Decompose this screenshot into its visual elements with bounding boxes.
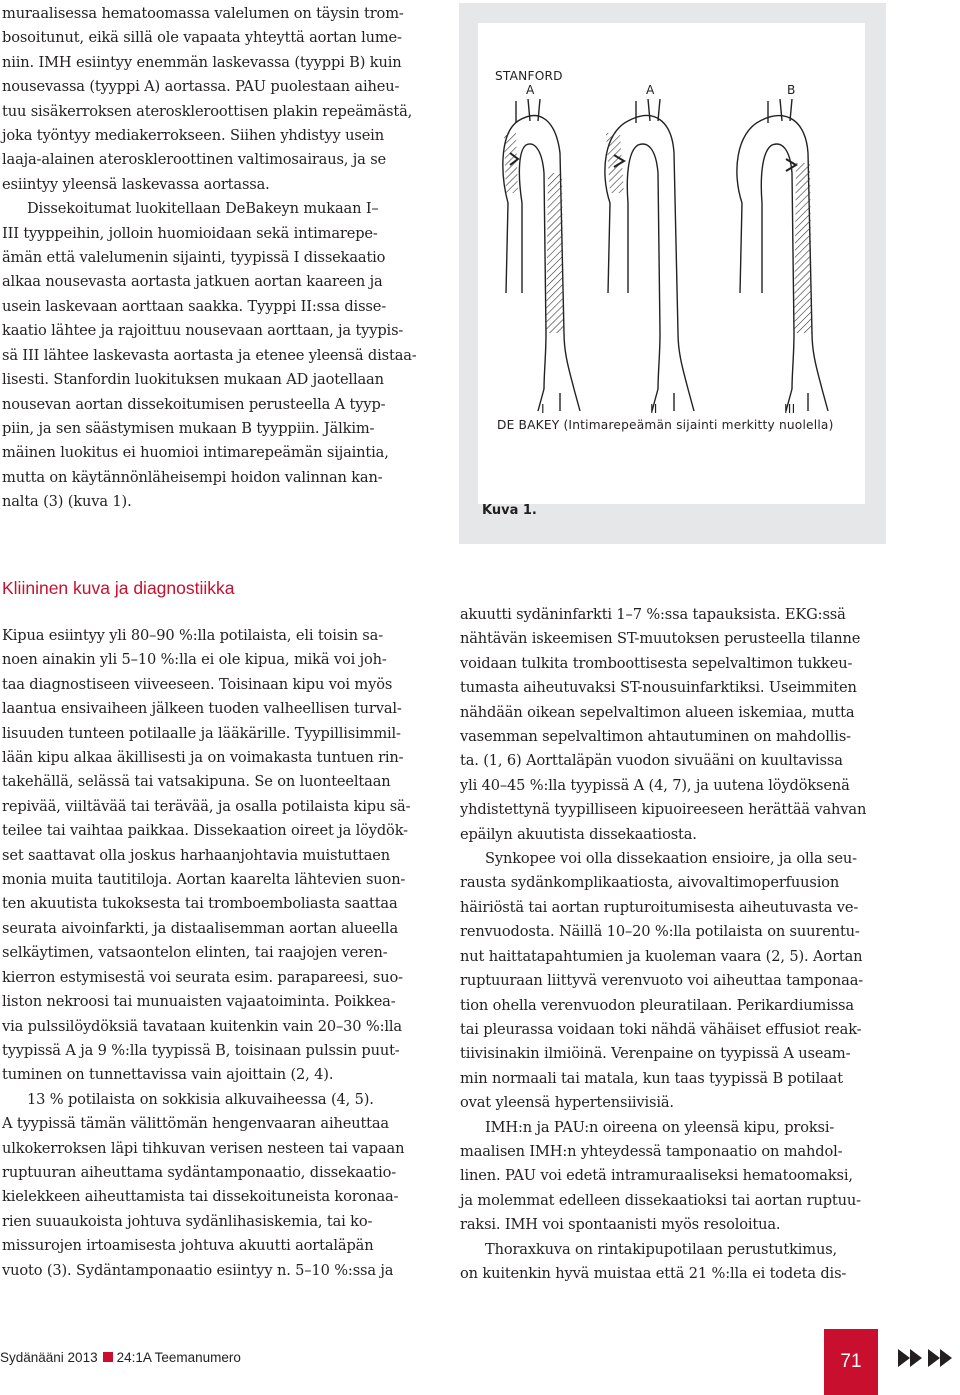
debakey-label: DE BAKEY (Intimarepeämän sijainti merkitty nuolella)	[497, 418, 834, 432]
text-line: esiintyy yleensä laskevassa aortassa.	[2, 175, 270, 193]
text-line: 13 % potilaista on sokkisia alkuvaiheessa (4, 5).	[27, 1090, 374, 1108]
text-line: ta. (1, 6) Aorttaläpän vuodon sivuääni on kuultavissa	[460, 752, 843, 770]
text-line: Synkopee voi olla dissekaation ensioire, ja olla seu-	[485, 850, 857, 868]
col1-top-paragraph	[2, 2, 430, 515]
text-line: yhdistettynä tyypilliseen kipuoireeseen herättää vahvan	[460, 801, 867, 819]
aorta-type-2	[605, 99, 694, 411]
text-line: piin, ja sen säästymisen mukaan B tyyppiin. Jälkim-	[2, 419, 375, 437]
text-line: Thoraxkuva on rintakipupotilaan perustutkimus,	[485, 1240, 838, 1258]
text-line: repivää, viiltävää tai terävää, ja osalla potilaista kipu sä-	[2, 797, 411, 815]
text-line: ruptuuraan liittyvä verenvuoto voi aiheuttaa tamponaa-	[460, 972, 864, 990]
text-line: Dissekoitumat luokitellaan DeBakeyn mukaan I–	[27, 200, 379, 218]
text-line: lisesti. Stanfordin luokituksen mukaan AD jaotellaan	[2, 371, 384, 389]
figure-panel	[459, 3, 886, 544]
text-line: alkaa nousevasta aortasta jatkuen aortan kaareen ja	[2, 273, 383, 291]
text-line: kaatio lähtee ja rajoittuu nousevaan aorttaan, ja tyypis-	[2, 322, 404, 340]
stanford-type-a-2: A	[646, 83, 655, 97]
text-line: takehällä, selässä tai vatsakipuna. Se on luonteeltaan	[2, 773, 391, 791]
debakey-type-1: I	[541, 402, 545, 416]
text-line: nalta (3) (kuva 1).	[2, 493, 132, 511]
journal-name: Sydänääni 2013	[0, 1350, 98, 1365]
square-bullet-icon	[103, 1352, 113, 1362]
text-line: seurata aivoinfarkti, ja distaalisemman aortan alueella	[2, 919, 399, 937]
text-line: nousevassa (tyyppi A) aortassa. PAU puolestaan aiheu-	[2, 78, 400, 96]
text-line: ruptuuran aiheuttama sydäntamponaatio, dissekaatio-	[2, 1163, 397, 1181]
footer-journal	[0, 1350, 241, 1365]
text-line: missurojen irtoamisesta johtuva akuutti aortaläpän	[2, 1237, 374, 1255]
text-line: kierron estymisestä voi seurata esim. parapareesi, suo-	[2, 968, 403, 986]
debakey-type-3: III	[784, 402, 796, 416]
text-line: raksi. IMH voi spontaanisti myös resoloitua.	[460, 1216, 781, 1234]
section-heading: Kliininen kuva ja diagnostiikka	[2, 578, 235, 598]
text-line: mäinen luokitus ei huomioi intimarepeämän sijaintia,	[2, 444, 389, 462]
text-line: on kuitenkin hyvä muistaa että 21 %:lla ei todeta dis-	[460, 1264, 847, 1282]
text-line: sä III lähtee laskevasta aortasta ja etenee yleensä distaa-	[2, 346, 417, 364]
text-line: akuutti sydäninfarkti 1–7 %:ssa tapauksista. EKG:ssä	[460, 606, 846, 623]
next-page-arrows-icon	[896, 1347, 956, 1369]
text-line: Kipua esiintyy yli 80–90 %:lla potilaista, eli toisin sa-	[2, 627, 383, 644]
text-line: III tyyppeihin, jolloin huomioidaan sekä intimarepe-	[2, 224, 378, 242]
figure-frame	[478, 23, 865, 504]
issue-name: 24:1A Teemanumero	[116, 1350, 241, 1365]
text-line: renvuodosta. Näillä 10–20 %:lla potilaista on suurentu-	[460, 923, 860, 941]
text-line: ten akuutista tukoksesta tai tromboemboliasta saattaa	[2, 895, 398, 913]
text-line: niin. IMH esiintyy enemmän laskevassa (tyyppi B) kuin	[2, 53, 402, 71]
text-line: tuminen on tunnettavissa vain ajoittain (2, 4).	[2, 1066, 334, 1084]
page-number: 71	[824, 1329, 878, 1395]
text-line: tion ohella verenvuodon pleuratilaan. Perikardiumissa	[460, 996, 854, 1014]
text-line: nähtävän iskeemisen ST-muutoksen perusteella tilanne	[460, 630, 861, 648]
aorta-type-3	[737, 99, 828, 411]
text-line: rausta sydänkomplikaatiosta, aivovaltimoperfuusion	[460, 874, 840, 892]
text-line: häiriöstä tai aortan rupturoitumisesta aiheutuvasta ve-	[460, 898, 859, 916]
text-line: rien suuaukoista johtuva sydänlihasiskemia, tai ko-	[2, 1212, 373, 1230]
text-line: set saattavat olla joskus harhaanjohtavia muistuttaen	[2, 846, 391, 864]
text-line: joka työntyy mediakerrokseen. Siihen yhdistyy usein	[2, 127, 384, 145]
text-line: yli 40–45 %:lla tyypissä A (4, 7), ja uutena löydöksenä	[460, 776, 850, 794]
text-line: vuoto (3). Sydäntamponaatio esiintyy n. 5–10 %:ssa ja	[2, 1261, 394, 1279]
text-line: epäilyn akuutista dissekaatiosta.	[460, 825, 697, 843]
text-line: muraalisessa hematoomassa valelumen on täysin trom-	[2, 5, 404, 22]
text-line: taa diagnostiseen viiveeseen. Toisinaan kipu voi myös	[2, 675, 393, 693]
text-line: tai pleurassa voidaan toki nähdä vähäiset effusiot reak-	[460, 1020, 862, 1038]
text-line: lisuuden tunteen potilaalle ja lääkärille. Tyypillisimmil-	[2, 724, 401, 742]
text-line: tiivisinakin ilmiöinä. Verenpaine on tyypissä A useam-	[460, 1045, 851, 1063]
text-line: laantua ensivaiheen jälkeen tuoden valheellisen turval-	[2, 700, 402, 718]
text-line: ovat yleensä hypertensiivisiä.	[460, 1094, 674, 1112]
text-line: nähdään oikean sepelvaltimon alueen iskemiaa, mutta	[460, 703, 855, 721]
text-line: ämän että valelumenin sijainti, tyypissä I dissekaatio	[2, 249, 386, 267]
text-line: maalisen IMH:n yhteydessä tamponaatio on mahdol-	[460, 1142, 843, 1160]
stanford-type-b: B	[787, 83, 796, 97]
text-line: liston nekroosi tai munuaisten vajaatoiminta. Poikkea-	[2, 993, 396, 1011]
aorta-diagram	[478, 93, 865, 413]
stanford-label: STANFORD	[495, 69, 563, 83]
text-line: voidaan tulkita tromboottisesta sepelvaltimon tukkeu-	[460, 654, 853, 672]
text-line: tumasta aiheutuvaksi ST-nousuinfarktiksi. Useimmiten	[460, 679, 857, 697]
debakey-type-2: II	[650, 402, 658, 416]
col2-paragraph	[460, 603, 886, 1286]
text-line: usein laskevaan aorttaan saakka. Tyyppi II:ssa disse-	[2, 297, 387, 315]
text-line: selkäytimen, vatsaontelon elinten, tai raajojen veren-	[2, 944, 388, 962]
figure-caption: Kuva 1.	[482, 503, 537, 518]
text-line: bosoitunut, eikä sillä ole vapaata yhteyttä aortan lume-	[2, 29, 402, 47]
text-line: noen ainakin yli 5–10 %:lla ei ole kipua, mikä voi joh-	[2, 651, 387, 669]
text-line: A tyypissä tämän välittömän hengenvaaran aiheuttaa	[2, 1115, 389, 1133]
text-line: via pulssilöydöksiä tavataan kuitenkin vain 20–30 %:lla	[2, 1017, 402, 1035]
text-line: linen. PAU voi edetä intramuraaliseksi hematoomaksi,	[460, 1167, 853, 1185]
text-line: laaja-alainen ateroskleroottinen valtimosairaus, ja se	[2, 151, 387, 169]
text-line: mutta on käytännönläheisempi hoidon valinnan kan-	[2, 468, 383, 486]
text-line: min normaali tai matala, kun taas tyypissä B potilaat	[460, 1069, 843, 1087]
text-line: nousevan aortan dissekoitumisen perusteella A tyyp-	[2, 395, 386, 413]
text-line: tyypissä A ja 9 %:lla tyypissä B, toisinaan pulssin puut-	[2, 1041, 400, 1059]
text-line: ulkokerroksen läpi tihkuvan verisen nesteen tai vapaan	[2, 1139, 405, 1157]
aorta-type-1	[503, 99, 580, 411]
text-line: monia muita tautitiloja. Aortan kaarelta lähtevien suon-	[2, 871, 406, 889]
text-line: ja molemmat edelleen dissekaatioksi tai aortan ruptuu-	[460, 1191, 861, 1209]
text-line: IMH:n ja PAU:n oireena on yleensä kipu, proksi-	[485, 1118, 835, 1136]
text-line: tuu sisäkerroksen ateroskleroottisen plakin repeämästä,	[2, 102, 413, 120]
text-line: lään kipu alkaa äkillisesti ja on voimakasta tuntuen rin-	[2, 749, 404, 767]
stanford-type-a-1: A	[526, 83, 535, 97]
text-line: kielekkeen aiheuttamista tai dissekoituneista koronaa-	[2, 1188, 399, 1206]
text-line: teilee tai vaihtaa paikkaa. Dissekaation oireet ja löydök-	[2, 822, 408, 840]
text-line: nut haittatapahtumien ja kuoleman vaara (2, 5). Aortan	[460, 947, 863, 965]
text-line: vasemman sepelvaltimon ahtautuminen on mahdollis-	[460, 728, 851, 746]
col1-bottom-paragraph	[2, 624, 430, 1283]
